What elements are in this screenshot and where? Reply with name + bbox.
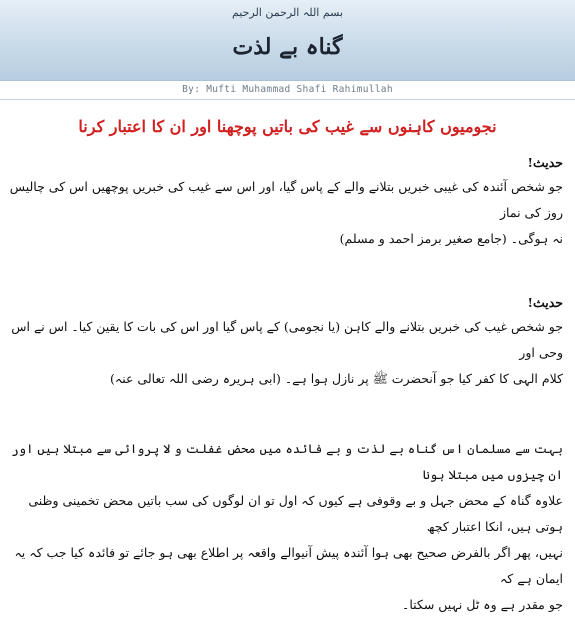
author-byline: By: Mufti Muhammad Shafi Rahimullah <box>182 84 393 95</box>
hadith-1-line: نہ ہوگی۔ (جامع صغیر برمز احمد و مسلم) <box>339 231 563 246</box>
commentary-line: علاوہ گناہ کے محض جہل و بے وقوفی ہے کیوں کہ اول تو ان لوگوں کی سب باتیں محض تخمینی وظنی ہوتی ہیں، انکا اعتبار کچھ <box>28 493 563 534</box>
hadith-1-line: جو شخص آئندہ کی غیبی خبریں بتلانے والے کے پاس گیا، اور اس سے غیب کی خبریں پوچھیں اس کی چالیس روز کی نماز <box>9 179 563 220</box>
book-title: گناہ بے لذت <box>232 34 343 60</box>
hadith-2-line: جو شخص غیب کی خبریں بتلانے والے کاہن (یا نجومی) کے پاس گیا اور اس کی بات کا یقین کیا۔ اس نے اس وحی اور <box>11 319 563 360</box>
chapter-title: نجومیوں کاہنوں سے غیب کی باتیں پوچھنا اور ان کا اعتبار کرنا <box>78 117 497 136</box>
commentary-line: بہت سے مسلمان اس گناہ بے لذت و بے فائدہ میں محض غفلت و لا پروائی سے مبتلا ہیں اور ان چیزوں میں مبتلا ہونا <box>11 441 563 482</box>
hadith-1-heading: حدیث! <box>527 155 563 170</box>
article-body <box>8 152 563 618</box>
commentary-line: جو مقدر ہے وہ ٹل نہیں سکتا۔ <box>402 597 563 612</box>
basmala: بسم اللہ الرحمن الرحیم <box>231 6 344 19</box>
commentary-line: نہیں، پھر اگر بالفرض صحیح بھی ہوا آئندہ پیش آنیوالے واقعہ پر اطلاع بھی ہو جائے تو فائدہ کیا جب کہ یہ ایمان ہے کہ <box>14 545 563 586</box>
page-header <box>0 0 575 81</box>
header-divider <box>0 99 575 100</box>
hadith-2-heading: حدیث! <box>527 295 563 310</box>
hadith-2-line: کلام الہی کا کفر کیا جو آنحضرت ﷺ پر نازل ہوا ہے۔ (ابی ہریرہ رضی اللہ تعالی عنہ) <box>110 371 563 386</box>
